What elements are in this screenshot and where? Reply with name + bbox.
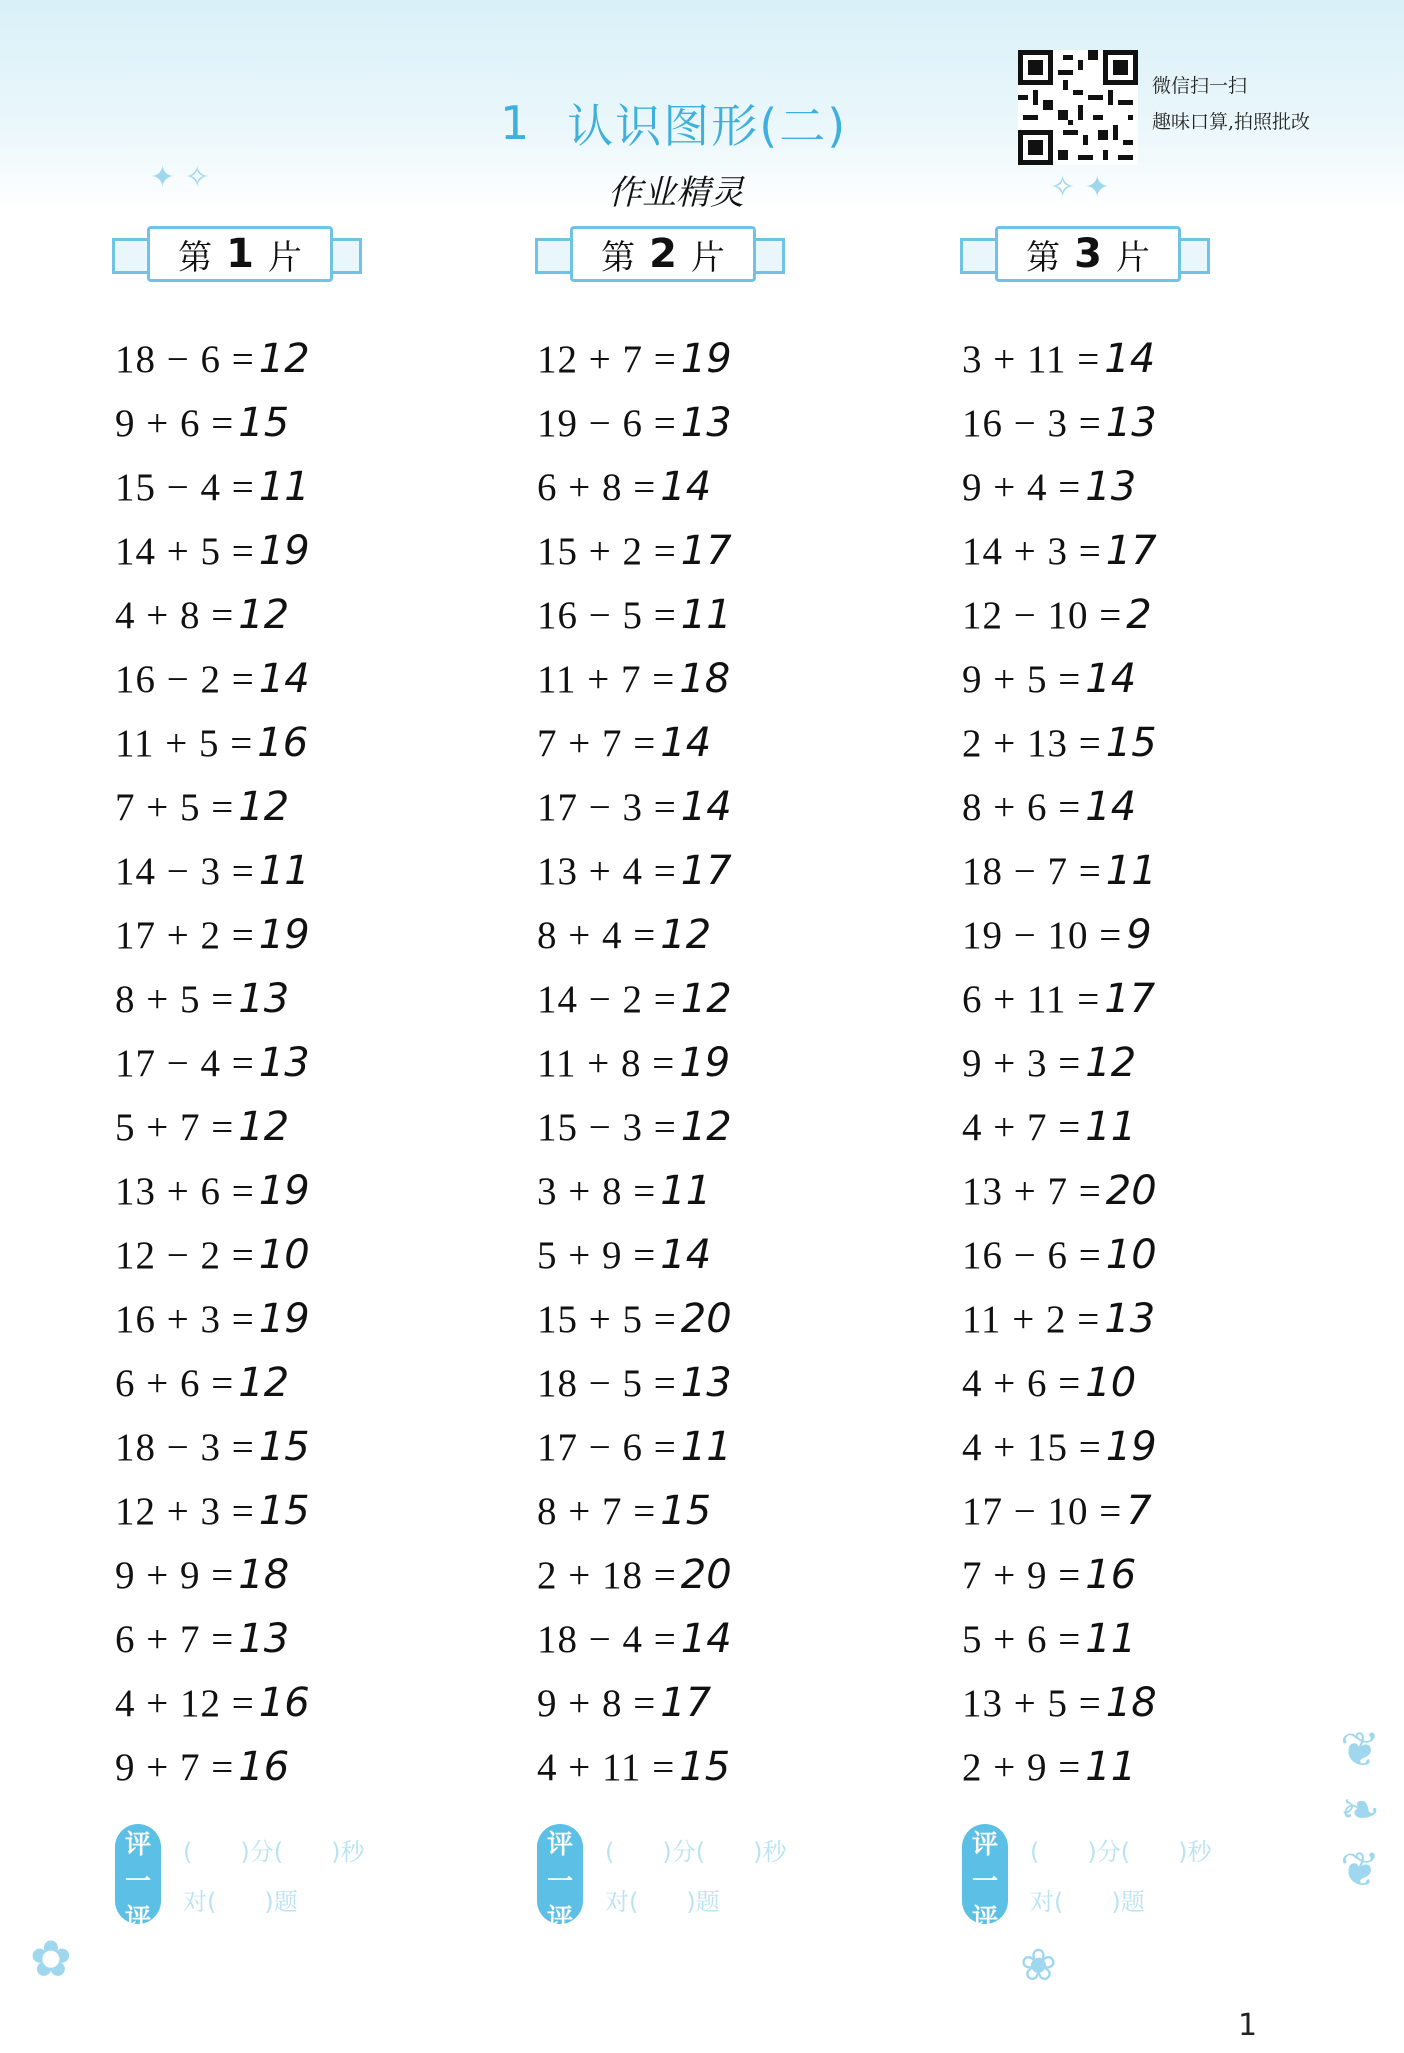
problem-expression: 3 + 8 = bbox=[537, 1169, 657, 1213]
problem-row bbox=[115, 711, 495, 775]
chapter-title: 认识图形(二) bbox=[567, 99, 848, 153]
problem-expression: 17 − 3 = bbox=[537, 785, 677, 829]
problem-expression: 8 + 7 = bbox=[537, 1489, 657, 1533]
handwritten-answer[interactable]: 11 bbox=[258, 464, 310, 510]
problem-expression: 17 − 10 = bbox=[962, 1489, 1123, 1533]
handwritten-answer[interactable]: 15 bbox=[679, 1744, 731, 1790]
problem-expression: 16 − 3 = bbox=[962, 401, 1102, 445]
problem-row bbox=[962, 1159, 1342, 1223]
handwritten-answer[interactable]: 20 bbox=[680, 1552, 732, 1598]
evaluate-badge bbox=[962, 1824, 1008, 1934]
handwritten-answer[interactable]: 18 bbox=[238, 1552, 290, 1598]
problem-expression: 15 + 2 = bbox=[537, 529, 677, 573]
handwritten-answer[interactable]: 13 bbox=[1104, 1296, 1156, 1342]
problem-expression: 14 − 3 = bbox=[115, 849, 255, 893]
handwritten-answer[interactable]: 19 bbox=[679, 1040, 731, 1086]
problem-expression: 9 + 3 = bbox=[962, 1041, 1082, 1085]
problem-row bbox=[962, 1607, 1342, 1671]
handwritten-answer[interactable]: 11 bbox=[1085, 1744, 1137, 1790]
qr-caption-line: 趣味口算,拍照批改 bbox=[1152, 111, 1311, 133]
handwritten-answer[interactable]: 14 bbox=[258, 656, 310, 702]
problem-row bbox=[537, 967, 917, 1031]
problem-expression: 7 + 9 = bbox=[962, 1553, 1082, 1597]
chapter-number: 1 bbox=[500, 96, 530, 150]
handwritten-answer[interactable]: 12 bbox=[238, 1104, 290, 1150]
problem-row bbox=[962, 391, 1342, 455]
handwritten-answer[interactable]: 2 bbox=[1126, 592, 1152, 638]
problem-row bbox=[537, 1351, 917, 1415]
handwritten-answer[interactable]: 17 bbox=[680, 848, 732, 894]
handwritten-answer[interactable]: 19 bbox=[258, 1168, 310, 1214]
problem-row bbox=[537, 1543, 917, 1607]
qr-code-icon[interactable] bbox=[1018, 50, 1138, 165]
problem-row bbox=[537, 1159, 917, 1223]
problem-expression: 5 + 7 = bbox=[115, 1105, 235, 1149]
problem-row bbox=[115, 327, 495, 391]
evaluation-box-2 bbox=[537, 1820, 837, 1934]
problem-row bbox=[962, 583, 1342, 647]
problem-expression: 18 − 3 = bbox=[115, 1425, 255, 1469]
problem-row bbox=[962, 839, 1342, 903]
handwritten-answer[interactable]: 16 bbox=[258, 1680, 310, 1726]
problem-expression: 12 + 3 = bbox=[115, 1489, 255, 1533]
handwritten-answer[interactable]: 19 bbox=[1105, 1424, 1157, 1470]
problem-expression: 4 + 6 = bbox=[962, 1361, 1082, 1405]
problem-row bbox=[962, 1543, 1342, 1607]
handwritten-answer[interactable]: 11 bbox=[660, 1168, 712, 1214]
problem-column-2 bbox=[537, 327, 917, 1799]
problem-row bbox=[115, 967, 495, 1031]
handwritten-answer[interactable]: 11 bbox=[1085, 1616, 1137, 1662]
handwritten-answer[interactable]: 12 bbox=[680, 1104, 732, 1150]
problem-row bbox=[115, 1479, 495, 1543]
problem-row bbox=[962, 1223, 1342, 1287]
problem-row bbox=[962, 519, 1342, 583]
handwritten-answer[interactable]: 11 bbox=[258, 848, 310, 894]
handwritten-answer[interactable]: 12 bbox=[238, 784, 290, 830]
qr-caption bbox=[1152, 68, 1310, 140]
handwritten-answer[interactable]: 15 bbox=[660, 1488, 712, 1534]
problem-row bbox=[115, 1543, 495, 1607]
handwritten-answer[interactable]: 16 bbox=[1085, 1552, 1137, 1598]
problem-row bbox=[537, 1735, 917, 1799]
handwritten-answer[interactable]: 9 bbox=[1126, 912, 1152, 958]
evaluate-badge bbox=[537, 1824, 583, 1934]
problem-expression: 7 + 5 = bbox=[115, 785, 235, 829]
page-title bbox=[500, 88, 920, 158]
handwritten-answer[interactable]: 14 bbox=[1085, 656, 1137, 702]
handwritten-answer[interactable]: 13 bbox=[1085, 464, 1137, 510]
handwritten-answer[interactable]: 12 bbox=[660, 912, 712, 958]
handwritten-answer[interactable]: 19 bbox=[680, 336, 732, 382]
handwritten-answer[interactable]: 10 bbox=[1085, 1360, 1137, 1406]
problem-row bbox=[537, 455, 917, 519]
problem-expression: 16 − 2 = bbox=[115, 657, 255, 701]
problem-row bbox=[962, 455, 1342, 519]
problem-row bbox=[962, 327, 1342, 391]
problem-expression: 16 + 3 = bbox=[115, 1297, 255, 1341]
page-number: 1 bbox=[1238, 2008, 1258, 2043]
problem-row bbox=[115, 1223, 495, 1287]
problem-row bbox=[962, 1287, 1342, 1351]
handwritten-answer[interactable]: 15 bbox=[258, 1488, 310, 1534]
problem-expression: 14 + 3 = bbox=[962, 529, 1102, 573]
handwritten-answer[interactable]: 7 bbox=[1126, 1488, 1152, 1534]
problem-row bbox=[115, 903, 495, 967]
qr-caption-line: 微信扫一扫 bbox=[1152, 75, 1248, 97]
problem-column-3 bbox=[962, 327, 1342, 1799]
ribbon-prefix: 第 bbox=[178, 237, 213, 278]
problem-row bbox=[962, 903, 1342, 967]
badge-char: 评 bbox=[971, 1830, 998, 1860]
problem-row bbox=[115, 775, 495, 839]
problem-row bbox=[115, 1735, 495, 1799]
problem-row bbox=[537, 583, 917, 647]
handwritten-answer[interactable]: 14 bbox=[680, 1616, 732, 1662]
problem-expression: 17 − 4 = bbox=[115, 1041, 255, 1085]
handwritten-answer[interactable]: 19 bbox=[258, 1296, 310, 1342]
problem-expression: 3 + 11 = bbox=[962, 337, 1101, 381]
handwritten-answer[interactable]: 18 bbox=[1105, 1680, 1157, 1726]
problem-expression: 9 + 8 = bbox=[537, 1681, 657, 1725]
problem-row bbox=[537, 1031, 917, 1095]
handwritten-answer[interactable]: 13 bbox=[1105, 400, 1157, 446]
badge-char: 评 bbox=[546, 1830, 573, 1860]
problem-expression: 16 − 6 = bbox=[962, 1233, 1102, 1277]
problem-row bbox=[537, 391, 917, 455]
handwritten-answer[interactable]: 14 bbox=[660, 464, 712, 510]
problem-row bbox=[115, 391, 495, 455]
handwritten-answer[interactable]: 20 bbox=[1105, 1168, 1157, 1214]
evaluate-badge bbox=[115, 1824, 161, 1934]
problem-expression: 4 + 7 = bbox=[962, 1105, 1082, 1149]
problem-row bbox=[537, 903, 917, 967]
problem-expression: 2 + 13 = bbox=[962, 721, 1102, 765]
problem-row bbox=[537, 1479, 917, 1543]
badge-char: 一 bbox=[546, 1867, 573, 1897]
handwritten-answer[interactable]: 19 bbox=[258, 528, 310, 574]
problem-row bbox=[115, 1095, 495, 1159]
problem-row bbox=[115, 519, 495, 583]
correct-count-field[interactable]: 对( )题 bbox=[605, 1888, 720, 1916]
problem-row bbox=[115, 1031, 495, 1095]
problem-expression: 15 + 5 = bbox=[537, 1297, 677, 1341]
badge-char: 评 bbox=[546, 1904, 573, 1934]
problem-expression: 13 + 6 = bbox=[115, 1169, 255, 1213]
problem-row bbox=[962, 1479, 1342, 1543]
problem-expression: 11 + 7 = bbox=[537, 657, 676, 701]
problem-expression: 18 − 6 = bbox=[115, 337, 255, 381]
handwritten-note: 作业精灵 bbox=[608, 173, 744, 213]
problem-expression: 9 + 4 = bbox=[962, 465, 1082, 509]
handwritten-answer[interactable]: 13 bbox=[680, 1360, 732, 1406]
problem-row bbox=[115, 839, 495, 903]
handwritten-answer[interactable]: 14 bbox=[1104, 336, 1156, 382]
problem-row bbox=[115, 1671, 495, 1735]
evaluation-box-1 bbox=[115, 1820, 415, 1934]
handwritten-answer[interactable]: 19 bbox=[258, 912, 310, 958]
problem-row bbox=[962, 775, 1342, 839]
problem-row bbox=[115, 455, 495, 519]
problem-row bbox=[537, 647, 917, 711]
handwritten-answer[interactable]: 15 bbox=[258, 1424, 310, 1470]
handwritten-answer[interactable]: 12 bbox=[1085, 1040, 1137, 1086]
flower-decoration: ✿ bbox=[30, 1930, 72, 1988]
handwritten-answer[interactable]: 17 bbox=[1105, 528, 1157, 574]
problem-row bbox=[537, 519, 917, 583]
problem-row bbox=[537, 327, 917, 391]
section-ribbon-3 bbox=[960, 220, 1210, 282]
flower-decoration: ❀ bbox=[1020, 1940, 1057, 1991]
problem-expression: 4 + 8 = bbox=[115, 593, 235, 637]
problem-row bbox=[115, 583, 495, 647]
problem-expression: 4 + 11 = bbox=[537, 1745, 676, 1789]
handwritten-answer[interactable]: 14 bbox=[1085, 784, 1137, 830]
correct-count-field[interactable]: 对( )题 bbox=[1030, 1888, 1145, 1916]
problem-row bbox=[115, 1159, 495, 1223]
handwritten-answer[interactable]: 15 bbox=[1105, 720, 1157, 766]
problem-expression: 11 + 5 = bbox=[115, 721, 254, 765]
problem-column-1 bbox=[115, 327, 495, 1799]
time-field[interactable]: ( )分( )秒 bbox=[605, 1838, 787, 1866]
problem-row bbox=[962, 647, 1342, 711]
problem-row bbox=[115, 1415, 495, 1479]
ribbon-suffix: 片 bbox=[1115, 237, 1150, 278]
problem-row bbox=[115, 1351, 495, 1415]
handwritten-answer[interactable]: 17 bbox=[1104, 976, 1156, 1022]
problem-row bbox=[537, 1671, 917, 1735]
problem-expression: 6 + 7 = bbox=[115, 1617, 235, 1661]
problem-row bbox=[537, 1415, 917, 1479]
problem-expression: 9 + 9 = bbox=[115, 1553, 235, 1597]
problem-expression: 6 + 6 = bbox=[115, 1361, 235, 1405]
handwritten-answer[interactable]: 12 bbox=[680, 976, 732, 1022]
handwritten-answer[interactable]: 12 bbox=[258, 336, 310, 382]
time-field[interactable]: ( )分( )秒 bbox=[183, 1838, 365, 1866]
handwritten-answer[interactable]: 13 bbox=[238, 1616, 290, 1662]
problem-expression: 19 − 6 = bbox=[537, 401, 677, 445]
problem-expression: 2 + 9 = bbox=[962, 1745, 1082, 1789]
badge-char: 评 bbox=[124, 1830, 151, 1860]
handwritten-answer[interactable]: 11 bbox=[680, 1424, 732, 1470]
ribbon-prefix: 第 bbox=[601, 237, 636, 278]
problem-row bbox=[537, 711, 917, 775]
section-ribbon-2 bbox=[535, 220, 785, 282]
problem-expression: 17 − 6 = bbox=[537, 1425, 677, 1469]
problem-row bbox=[115, 647, 495, 711]
handwritten-answer[interactable]: 11 bbox=[680, 592, 732, 638]
problem-expression: 6 + 8 = bbox=[537, 465, 657, 509]
ribbon-suffix: 片 bbox=[267, 237, 302, 278]
handwritten-answer[interactable]: 16 bbox=[238, 1744, 290, 1790]
time-field[interactable]: ( )分( )秒 bbox=[1030, 1838, 1212, 1866]
problem-expression: 13 + 7 = bbox=[962, 1169, 1102, 1213]
problem-expression: 9 + 7 = bbox=[115, 1745, 235, 1789]
ribbon-number: 1 bbox=[226, 231, 254, 277]
handwritten-answer[interactable]: 11 bbox=[1085, 1104, 1137, 1150]
problem-expression: 5 + 6 = bbox=[962, 1617, 1082, 1661]
sparkle-decoration: ✧ ✦ bbox=[1050, 170, 1110, 205]
problem-expression: 8 + 4 = bbox=[537, 913, 657, 957]
problem-expression: 9 + 5 = bbox=[962, 657, 1082, 701]
handwritten-answer[interactable]: 10 bbox=[1105, 1232, 1157, 1278]
problem-expression: 15 − 4 = bbox=[115, 465, 255, 509]
problem-expression: 8 + 6 = bbox=[962, 785, 1082, 829]
handwritten-answer[interactable]: 17 bbox=[660, 1680, 712, 1726]
problem-expression: 5 + 9 = bbox=[537, 1233, 657, 1277]
problem-row bbox=[115, 1287, 495, 1351]
leaf-vine-decoration: ❦ ❧ ❦ bbox=[1340, 1722, 1381, 1898]
handwritten-answer[interactable]: 12 bbox=[238, 1360, 290, 1406]
problem-expression: 4 + 15 = bbox=[962, 1425, 1102, 1469]
problem-expression: 13 + 4 = bbox=[537, 849, 677, 893]
problem-expression: 9 + 6 = bbox=[115, 401, 235, 445]
problem-expression: 12 − 2 = bbox=[115, 1233, 255, 1277]
handwritten-answer[interactable]: 11 bbox=[1105, 848, 1157, 894]
problem-expression: 12 + 7 = bbox=[537, 337, 677, 381]
problem-expression: 14 + 5 = bbox=[115, 529, 255, 573]
problem-row bbox=[962, 1031, 1342, 1095]
handwritten-answer[interactable]: 13 bbox=[238, 976, 290, 1022]
problem-expression: 6 + 11 = bbox=[962, 977, 1101, 1021]
handwritten-answer[interactable]: 14 bbox=[660, 720, 712, 766]
handwritten-answer[interactable]: 14 bbox=[660, 1232, 712, 1278]
handwritten-answer[interactable]: 12 bbox=[238, 592, 290, 638]
problem-expression: 14 − 2 = bbox=[537, 977, 677, 1021]
problem-row bbox=[115, 1607, 495, 1671]
handwritten-answer[interactable]: 13 bbox=[680, 400, 732, 446]
problem-row bbox=[537, 1287, 917, 1351]
handwritten-answer[interactable]: 16 bbox=[257, 720, 309, 766]
badge-char: 一 bbox=[971, 1867, 998, 1897]
handwritten-answer[interactable]: 10 bbox=[258, 1232, 310, 1278]
problem-expression: 16 − 5 = bbox=[537, 593, 677, 637]
correct-count-field[interactable]: 对( )题 bbox=[183, 1888, 298, 1916]
handwritten-answer[interactable]: 18 bbox=[679, 656, 731, 702]
handwritten-answer[interactable]: 15 bbox=[238, 400, 290, 446]
problem-expression: 18 − 7 = bbox=[962, 849, 1102, 893]
problem-row bbox=[962, 1351, 1342, 1415]
problem-row bbox=[962, 1671, 1342, 1735]
problem-expression: 8 + 5 = bbox=[115, 977, 235, 1021]
problem-expression: 18 − 4 = bbox=[537, 1617, 677, 1661]
badge-char: 一 bbox=[124, 1867, 151, 1897]
problem-row bbox=[537, 1223, 917, 1287]
problem-row bbox=[962, 1095, 1342, 1159]
problem-expression: 2 + 18 = bbox=[537, 1553, 677, 1597]
badge-char: 评 bbox=[971, 1904, 998, 1934]
problem-row bbox=[962, 1735, 1342, 1799]
problem-row bbox=[962, 967, 1342, 1031]
problem-row bbox=[537, 1095, 917, 1159]
problem-expression: 15 − 3 = bbox=[537, 1105, 677, 1149]
sparkle-decoration: ✦ ✧ bbox=[150, 160, 210, 195]
problem-expression: 19 − 10 = bbox=[962, 913, 1123, 957]
problem-expression: 11 + 8 = bbox=[537, 1041, 676, 1085]
ribbon-suffix: 片 bbox=[690, 237, 725, 278]
ribbon-number: 2 bbox=[649, 231, 677, 277]
problem-row bbox=[962, 711, 1342, 775]
section-ribbon-1 bbox=[112, 220, 362, 282]
problem-expression: 11 + 2 = bbox=[962, 1297, 1101, 1341]
badge-char: 评 bbox=[124, 1904, 151, 1934]
problem-row bbox=[537, 839, 917, 903]
problem-row bbox=[962, 1415, 1342, 1479]
problem-expression: 4 + 12 = bbox=[115, 1681, 255, 1725]
handwritten-answer[interactable]: 13 bbox=[258, 1040, 310, 1086]
ribbon-prefix: 第 bbox=[1026, 237, 1061, 278]
problem-row bbox=[537, 1607, 917, 1671]
problem-expression: 18 − 5 = bbox=[537, 1361, 677, 1405]
ribbon-number: 3 bbox=[1074, 231, 1102, 277]
handwritten-answer[interactable]: 17 bbox=[680, 528, 732, 574]
problem-expression: 17 + 2 = bbox=[115, 913, 255, 957]
problem-expression: 7 + 7 = bbox=[537, 721, 657, 765]
problem-row bbox=[537, 775, 917, 839]
evaluation-box-3 bbox=[962, 1820, 1262, 1934]
handwritten-answer[interactable]: 14 bbox=[680, 784, 732, 830]
problem-expression: 13 + 5 = bbox=[962, 1681, 1102, 1725]
problem-expression: 12 − 10 = bbox=[962, 593, 1123, 637]
handwritten-answer[interactable]: 20 bbox=[680, 1296, 732, 1342]
